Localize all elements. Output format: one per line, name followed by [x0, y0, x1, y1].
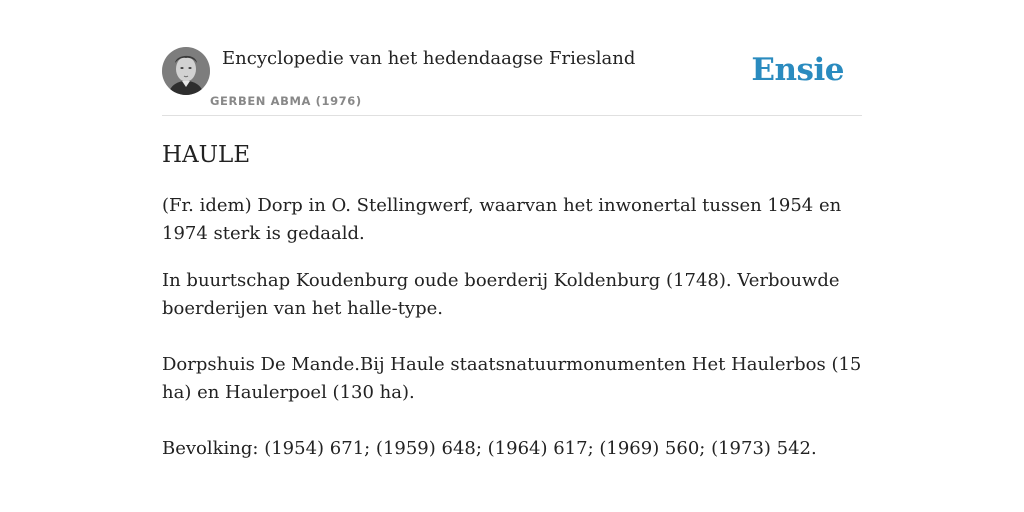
source-header: [162, 0, 862, 116]
entry-paragraph: In buurtschap Koudenburg oude boerderij Koldenburg (1748). Verbouwde boerderijen van het halle-type.: [162, 270, 840, 319]
author-avatar[interactable]: [162, 47, 210, 95]
ensie-logo[interactable]: Ensie: [751, 52, 844, 88]
author-name[interactable]: GERBEN ABMA (1976): [210, 94, 362, 108]
entry-title: HAULE: [162, 142, 251, 168]
entry-paragraph: (Fr. idem) Dorp in O. Stellingwerf, waarvan het inwonertal tussen 1954 en 1974 sterk is gedaald.: [162, 195, 842, 244]
author-portrait-icon: [162, 47, 210, 95]
entry-paragraph: Dorpshuis De Mande.Bij Haule staatsnatuurmonumenten Het Haulerbos (15 ha) en Haulerpoel (130 ha).: [162, 354, 862, 403]
entry-paragraph: Bevolking: (1954) 671; (1959) 648; (1964) 617; (1969) 560; (1973) 542.: [162, 438, 817, 459]
source-title[interactable]: Encyclopedie van het hedendaagse Friesland: [222, 48, 636, 69]
entry-card: [162, 0, 862, 459]
